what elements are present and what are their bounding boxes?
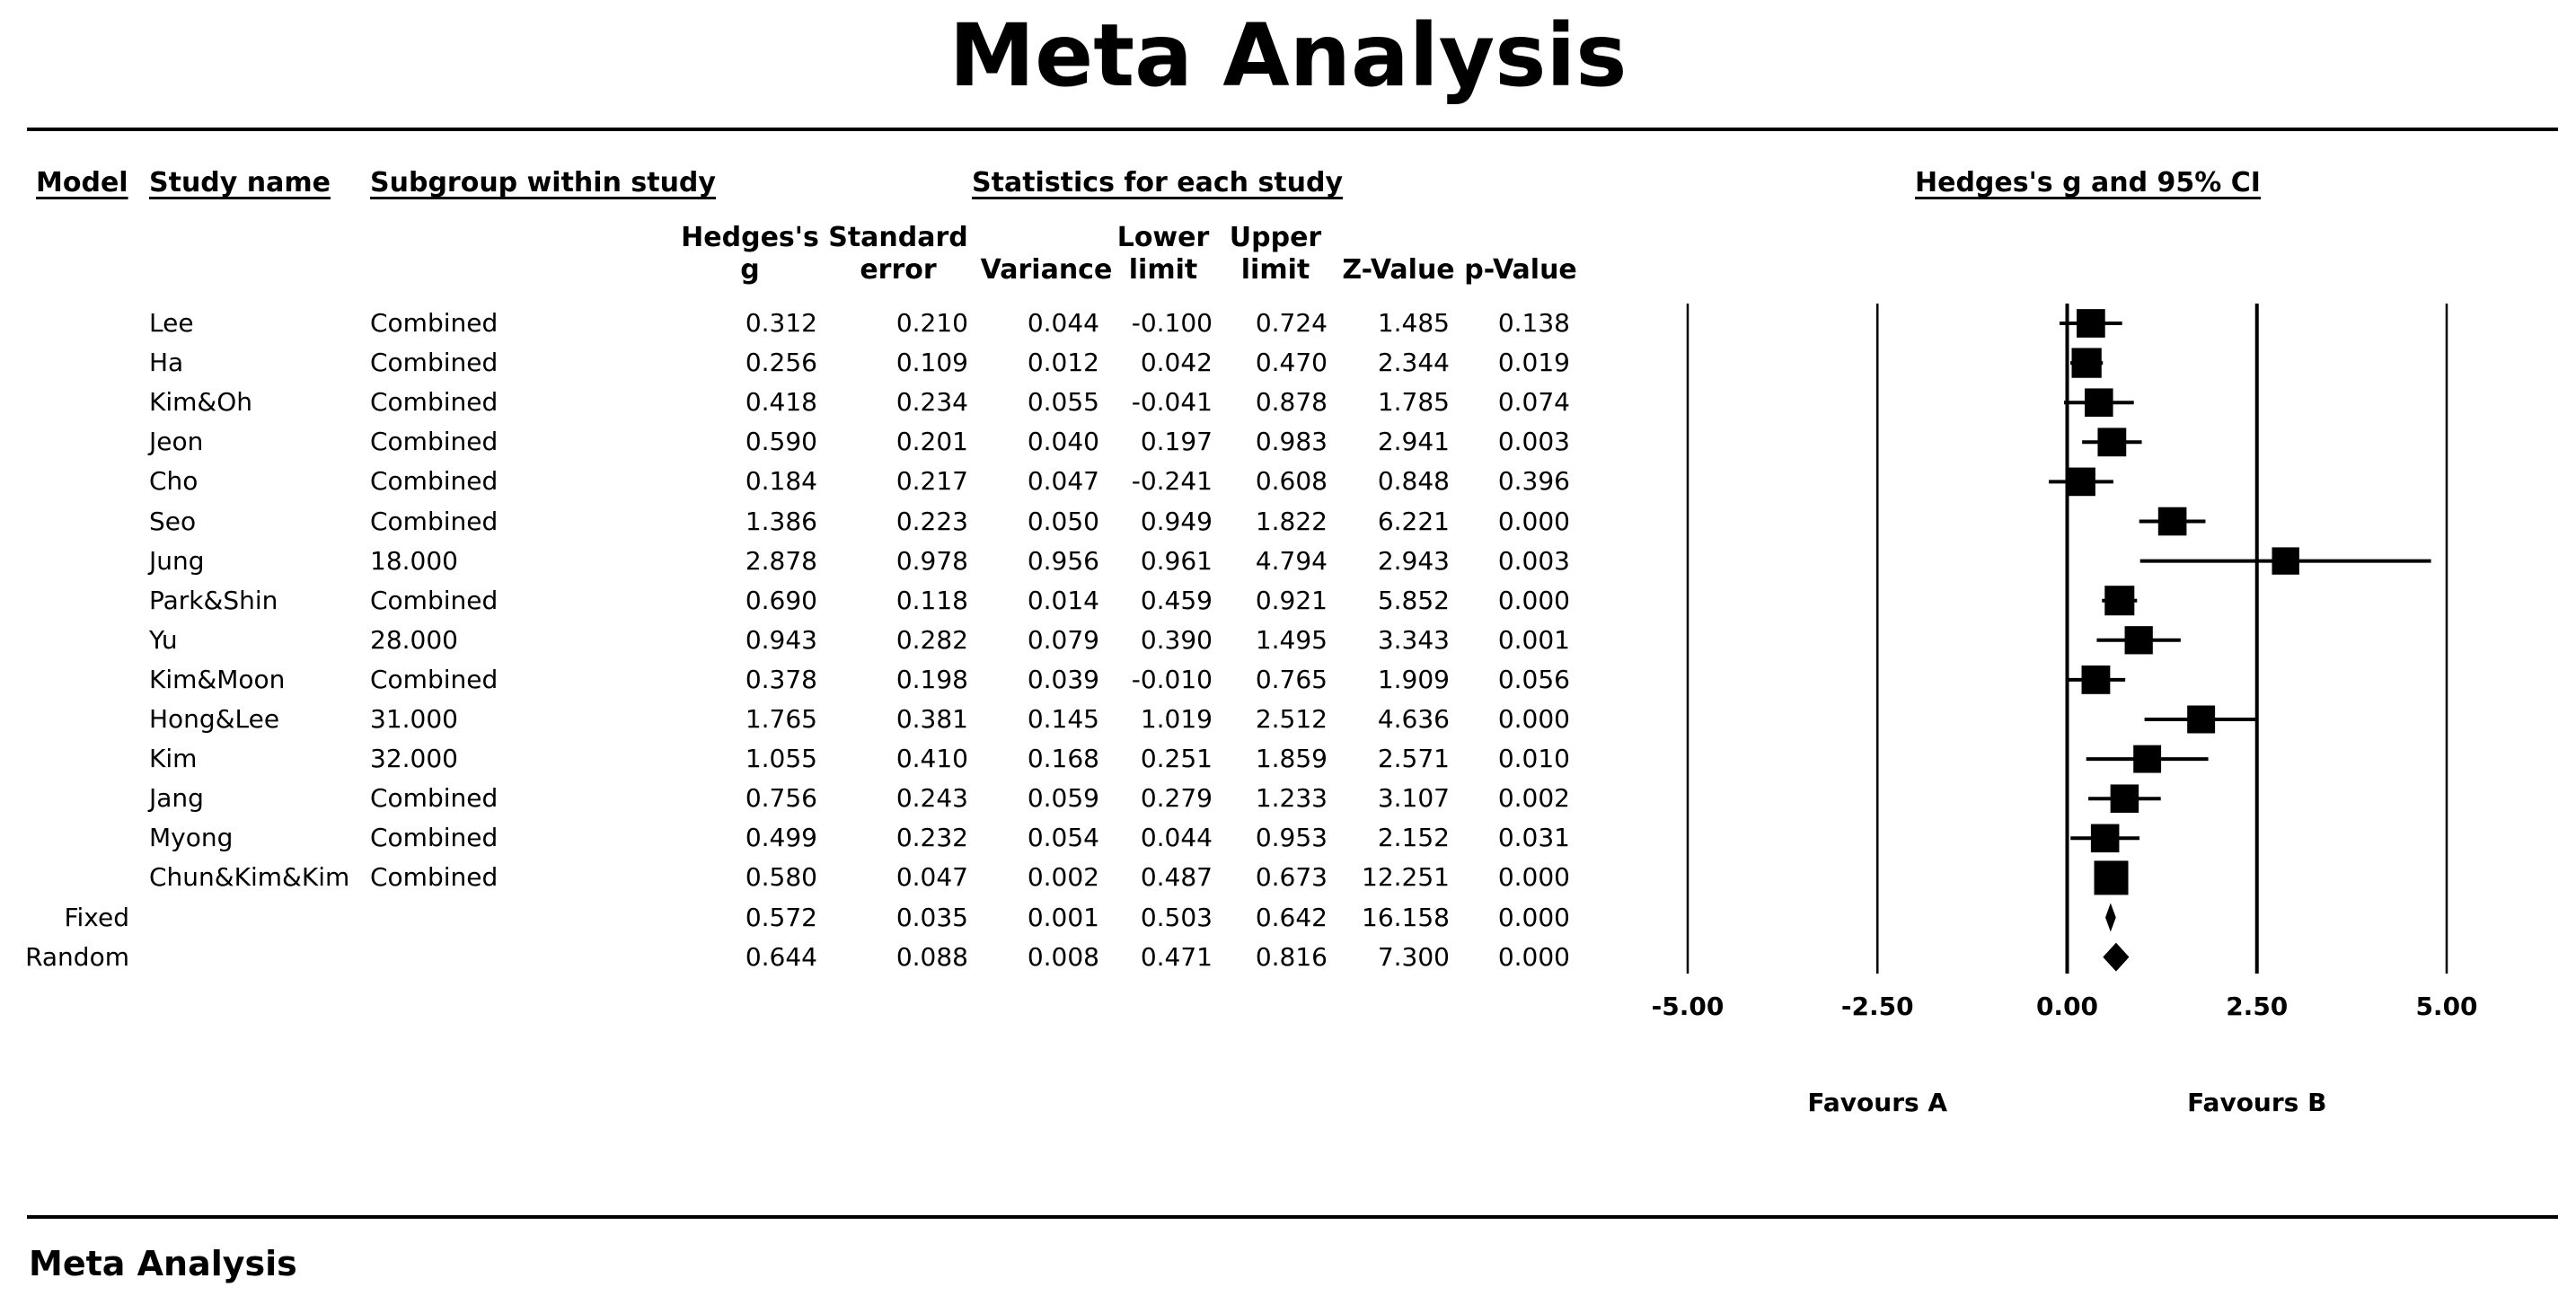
cell-p-value: 0.074 [1497, 387, 1570, 418]
cell-standard-error: 0.410 [895, 744, 968, 774]
cell-variance: 0.008 [1027, 941, 1099, 972]
cell-variance: 0.168 [1027, 744, 1099, 774]
cell-variance: 0.059 [1027, 783, 1099, 814]
favours-a-label: Favours A [1807, 1088, 1948, 1117]
cell-study-name: Cho [149, 466, 198, 497]
cell-subgroup: Combined [370, 664, 498, 694]
cell-standard-error: 0.047 [895, 862, 968, 893]
cell-model: Fixed [64, 902, 129, 932]
cell-study-name: Myong [149, 823, 234, 853]
cell-variance: 0.055 [1027, 387, 1099, 418]
cell-upper-limit: 0.642 [1255, 902, 1328, 932]
cell-hedges-g: 0.580 [745, 862, 817, 893]
cell-z-value: 0.848 [1377, 466, 1450, 497]
cell-lower-limit: 0.044 [1140, 823, 1213, 853]
col-header-p: p-Value [1464, 254, 1577, 286]
cell-z-value: 2.943 [1377, 545, 1450, 576]
cell-hedges-g: 0.690 [745, 585, 817, 615]
cell-standard-error: 0.217 [895, 466, 968, 497]
cell-subgroup: Combined [370, 506, 498, 536]
cell-p-value: 0.000 [1497, 506, 1570, 536]
cell-subgroup: Combined [370, 348, 498, 378]
effect-square [2095, 860, 2129, 895]
cell-variance: 0.050 [1027, 506, 1099, 536]
cell-standard-error: 0.223 [895, 506, 968, 536]
summary-diamond [2105, 904, 2116, 932]
x-tick-label: -2.50 [1840, 992, 1914, 1021]
effect-square [2067, 468, 2095, 497]
cell-variance: 0.956 [1027, 545, 1099, 576]
cell-subgroup: Combined [370, 466, 498, 497]
cell-hedges-g: 1.386 [745, 506, 817, 536]
cell-variance: 0.054 [1027, 823, 1099, 853]
cell-standard-error: 0.210 [895, 308, 968, 338]
cell-lower-limit: 0.390 [1140, 624, 1213, 655]
col-header-z: Z-Value [1342, 254, 1455, 286]
cell-hedges-g: 0.756 [745, 783, 817, 814]
col-header-lower: Lower limit [1116, 222, 1210, 286]
cell-subgroup: Combined [370, 427, 498, 457]
cell-subgroup: 31.000 [370, 704, 458, 734]
cell-subgroup: Combined [370, 387, 498, 418]
x-tick-label: 5.00 [2415, 992, 2478, 1021]
cell-z-value: 1.485 [1377, 308, 1450, 338]
cell-upper-limit: 0.470 [1255, 348, 1328, 378]
cell-study-name: Seo [149, 506, 197, 536]
effect-square [2187, 706, 2215, 734]
cell-p-value: 0.031 [1497, 823, 1570, 853]
cell-study-name: Ha [149, 348, 184, 378]
cell-upper-limit: 0.608 [1255, 466, 1328, 497]
summary-diamond [2103, 943, 2129, 972]
header-subgroup: Subgroup within study [370, 167, 716, 198]
cell-standard-error: 0.232 [895, 823, 968, 853]
effect-square [2077, 309, 2105, 338]
effect-square [2097, 428, 2126, 456]
cell-model: Random [25, 941, 129, 972]
cell-variance: 0.002 [1027, 862, 1099, 893]
cell-upper-limit: 1.859 [1255, 744, 1328, 774]
cell-p-value: 0.010 [1497, 744, 1570, 774]
effect-square [2071, 348, 2101, 377]
cell-z-value: 1.785 [1377, 387, 1450, 418]
cell-lower-limit: 0.503 [1140, 902, 1213, 932]
cell-standard-error: 0.109 [895, 348, 968, 378]
cell-hedges-g: 1.055 [745, 744, 817, 774]
cell-hedges-g: 0.644 [745, 941, 817, 972]
cell-p-value: 0.001 [1497, 624, 1570, 655]
effect-square [2158, 507, 2187, 536]
col-header-g: Hedges's g [681, 222, 819, 286]
cell-variance: 0.040 [1027, 427, 1099, 457]
cell-lower-limit: 0.197 [1140, 427, 1213, 457]
cell-p-value: 0.000 [1497, 585, 1570, 615]
cell-hedges-g: 0.590 [745, 427, 817, 457]
cell-variance: 0.044 [1027, 308, 1099, 338]
cell-z-value: 5.852 [1377, 585, 1450, 615]
x-tick-label: 0.00 [2035, 992, 2099, 1021]
cell-lower-limit: 0.251 [1140, 744, 1213, 774]
cell-hedges-g: 0.312 [745, 308, 817, 338]
cell-hedges-g: 0.943 [745, 624, 817, 655]
cell-study-name: Lee [149, 308, 194, 338]
footer-title: Meta Analysis [29, 1244, 297, 1283]
cell-hedges-g: 0.418 [745, 387, 817, 418]
col-header-variance: Variance [980, 254, 1113, 286]
cell-study-name: Yu [149, 624, 178, 655]
cell-variance: 0.014 [1027, 585, 1099, 615]
col-header-upper: Upper limit [1229, 222, 1322, 286]
cell-study-name: Kim&Oh [149, 387, 253, 418]
cell-upper-limit: 0.983 [1255, 427, 1328, 457]
cell-study-name: Hong&Lee [149, 704, 280, 734]
cell-p-value: 0.000 [1497, 704, 1570, 734]
cell-study-name: Jeon [149, 427, 204, 457]
cell-upper-limit: 2.512 [1255, 704, 1328, 734]
cell-variance: 0.047 [1027, 466, 1099, 497]
cell-lower-limit: 0.042 [1140, 348, 1213, 378]
cell-z-value: 2.941 [1377, 427, 1450, 457]
cell-subgroup: 18.000 [370, 545, 458, 576]
cell-z-value: 2.344 [1377, 348, 1450, 378]
cell-upper-limit: 0.953 [1255, 823, 1328, 853]
page-title: Meta Analysis [948, 5, 1628, 106]
cell-upper-limit: 0.878 [1255, 387, 1328, 418]
cell-standard-error: 0.118 [895, 585, 968, 615]
cell-subgroup: Combined [370, 823, 498, 853]
cell-standard-error: 0.198 [895, 664, 968, 694]
cell-lower-limit: 0.279 [1140, 783, 1213, 814]
header-study-name: Study name [149, 167, 331, 198]
cell-hedges-g: 0.184 [745, 466, 817, 497]
cell-hedges-g: 0.378 [745, 664, 817, 694]
effect-square [2125, 626, 2153, 654]
cell-study-name: Park&Shin [149, 585, 278, 615]
cell-upper-limit: 0.765 [1255, 664, 1328, 694]
cell-p-value: 0.000 [1497, 941, 1570, 972]
cell-standard-error: 0.201 [895, 427, 968, 457]
cell-p-value: 0.000 [1497, 902, 1570, 932]
cell-upper-limit: 0.921 [1255, 585, 1328, 615]
cell-variance: 0.039 [1027, 664, 1099, 694]
cell-study-name: Jang [149, 783, 204, 814]
cell-p-value: 0.056 [1497, 664, 1570, 694]
cell-p-value: 0.019 [1497, 348, 1570, 378]
cell-subgroup: Combined [370, 308, 498, 338]
cell-upper-limit: 0.724 [1255, 308, 1328, 338]
cell-variance: 0.001 [1027, 902, 1099, 932]
x-tick-label: -5.00 [1651, 992, 1725, 1021]
cell-z-value: 1.909 [1377, 664, 1450, 694]
x-tick-label: 2.50 [2226, 992, 2289, 1021]
cell-lower-limit: -0.100 [1131, 308, 1213, 338]
cell-p-value: 0.002 [1497, 783, 1570, 814]
cell-standard-error: 0.978 [895, 545, 968, 576]
cell-z-value: 3.107 [1377, 783, 1450, 814]
cell-lower-limit: 0.961 [1140, 545, 1213, 576]
cell-variance: 0.012 [1027, 348, 1099, 378]
effect-square [2091, 824, 2120, 853]
effect-square [2272, 547, 2299, 574]
cell-subgroup: Combined [370, 862, 498, 893]
cell-p-value: 0.000 [1497, 862, 1570, 893]
cell-standard-error: 0.381 [895, 704, 968, 734]
cell-upper-limit: 4.794 [1255, 545, 1328, 576]
cell-hedges-g: 2.878 [745, 545, 817, 576]
cell-p-value: 0.003 [1497, 545, 1570, 576]
cell-lower-limit: 1.019 [1140, 704, 1213, 734]
cell-subgroup: Combined [370, 783, 498, 814]
header-statistics: Statistics for each study [972, 167, 1344, 198]
cell-p-value: 0.396 [1497, 466, 1570, 497]
cell-upper-limit: 0.673 [1255, 862, 1328, 893]
cell-study-name: Chun&Kim&Kim [149, 862, 350, 893]
cell-upper-limit: 1.822 [1255, 506, 1328, 536]
cell-variance: 0.145 [1027, 704, 1099, 734]
cell-z-value: 6.221 [1377, 506, 1450, 536]
cell-standard-error: 0.234 [895, 387, 968, 418]
cell-upper-limit: 1.233 [1255, 783, 1328, 814]
cell-hedges-g: 1.765 [745, 704, 817, 734]
cell-subgroup: 32.000 [370, 744, 458, 774]
cell-z-value: 2.152 [1377, 823, 1450, 853]
cell-lower-limit: 0.471 [1140, 941, 1213, 972]
cell-hedges-g: 0.256 [745, 348, 817, 378]
col-header-se: Standard error [828, 222, 968, 286]
effect-square [2133, 745, 2161, 773]
cell-study-name: Jung [149, 545, 205, 576]
effect-square [2082, 666, 2111, 694]
cell-study-name: Kim [149, 744, 198, 774]
cell-p-value: 0.138 [1497, 308, 1570, 338]
cell-upper-limit: 1.495 [1255, 624, 1328, 655]
header-model: Model [36, 167, 128, 198]
cell-z-value: 12.251 [1362, 862, 1450, 893]
cell-study-name: Kim&Moon [149, 664, 286, 694]
cell-lower-limit: -0.010 [1131, 664, 1213, 694]
cell-standard-error: 0.035 [895, 902, 968, 932]
cell-p-value: 0.003 [1497, 427, 1570, 457]
cell-standard-error: 0.088 [895, 941, 968, 972]
effect-square [2104, 586, 2134, 615]
cell-lower-limit: -0.241 [1131, 466, 1213, 497]
cell-z-value: 7.300 [1377, 941, 1450, 972]
cell-z-value: 4.636 [1377, 704, 1450, 734]
cell-lower-limit: -0.041 [1131, 387, 1213, 418]
cell-standard-error: 0.243 [895, 783, 968, 814]
bottom-divider [27, 1215, 2558, 1219]
cell-standard-error: 0.282 [895, 624, 968, 655]
cell-hedges-g: 0.572 [745, 902, 817, 932]
effect-square [2085, 388, 2113, 417]
header-plot: Hedges's g and 95% CI [1915, 167, 2261, 198]
cell-lower-limit: 0.459 [1140, 585, 1213, 615]
cell-variance: 0.079 [1027, 624, 1099, 655]
effect-square [2111, 784, 2139, 812]
cell-lower-limit: 0.949 [1140, 506, 1213, 536]
cell-subgroup: 28.000 [370, 624, 458, 655]
cell-lower-limit: 0.487 [1140, 862, 1213, 893]
cell-hedges-g: 0.499 [745, 823, 817, 853]
favours-b-label: Favours B [2187, 1088, 2327, 1117]
cell-z-value: 3.343 [1377, 624, 1450, 655]
cell-z-value: 16.158 [1362, 902, 1450, 932]
cell-z-value: 2.571 [1377, 744, 1450, 774]
cell-subgroup: Combined [370, 585, 498, 615]
cell-upper-limit: 0.816 [1255, 941, 1328, 972]
